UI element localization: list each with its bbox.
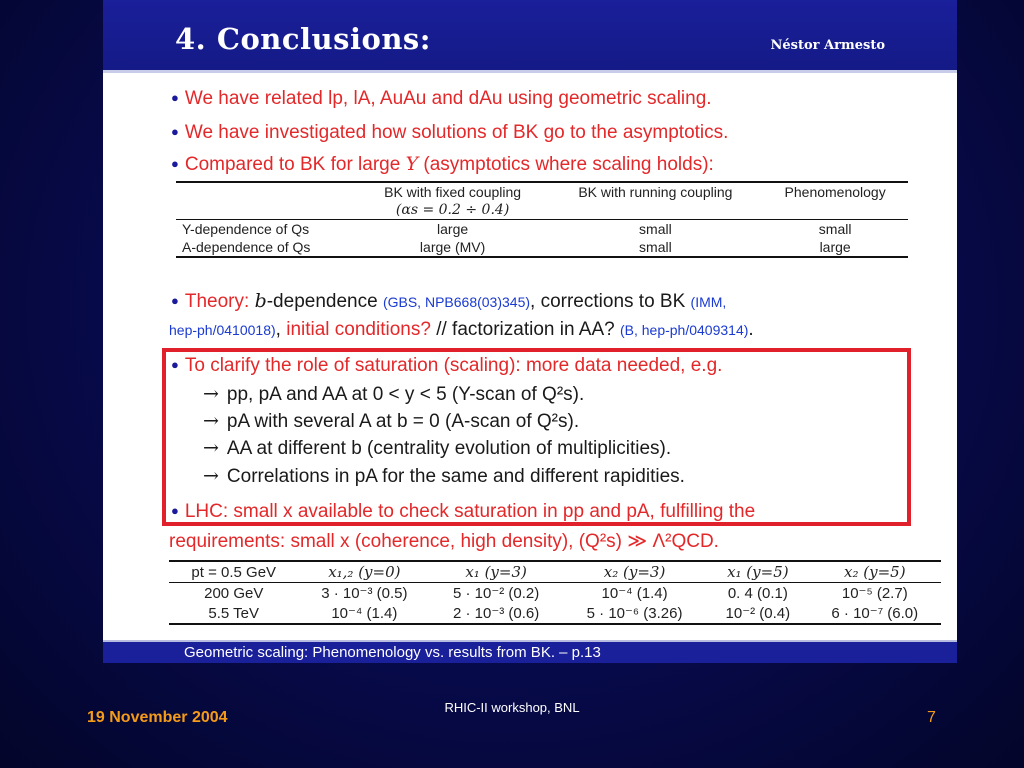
table-cell: 0. 4 (0.1) <box>727 584 788 602</box>
table-cell: small <box>639 221 672 237</box>
bullet-text: , <box>275 319 287 340</box>
math-variable: b <box>254 290 267 312</box>
table-header-cell: BK with running coupling <box>578 184 733 200</box>
slide-content <box>103 0 957 663</box>
bullet-text: We have related lp, lA, AuAu and dAu using geometric scaling. <box>184 88 712 109</box>
bullet-text: , corrections to BK <box>530 291 691 312</box>
table-cell: 5 · 10⁻² (0.2) <box>452 585 540 602</box>
bullet-dot-icon: ● <box>171 503 179 518</box>
reference-text: hep-ph/0410018) <box>169 322 276 338</box>
arrow-item-text: pA with several A at b = 0 (A-scan of Q²s). <box>226 411 580 432</box>
event-name: RHIC-II workshop, BNL <box>444 700 580 715</box>
highlight-box <box>162 348 911 526</box>
table-cell: large <box>437 221 469 237</box>
bullet-text: // factorization in AA? <box>436 319 620 340</box>
table-cell: 200 GeV <box>204 584 264 602</box>
table-header-cell: pt = 0.5 GeV <box>191 563 277 581</box>
table-cell: Y-dependence of Qs <box>182 221 310 237</box>
table-header-cell: Phenomenology <box>784 184 886 200</box>
bullet-dot-icon: ● <box>171 156 179 171</box>
bullet-compared <box>171 153 714 176</box>
bullet-text: LHC: small x available to check saturation in pp and pA, fulfilling the <box>184 501 756 522</box>
slide-footer-text: Geometric scaling: Phenomenology vs. results from BK. – p.13 <box>184 644 601 661</box>
bullet-lhc-continued <box>169 530 719 553</box>
table-header-cell: x₂ (y=3) <box>603 563 666 581</box>
table-header-cell: BK with fixed coupling <box>384 184 522 200</box>
table-row <box>169 583 941 604</box>
slide-header <box>103 0 957 73</box>
right-arrow-icon: → <box>203 437 219 459</box>
bullet-dot-icon: ● <box>171 124 179 139</box>
bullet-investigated <box>171 122 728 144</box>
right-arrow-icon: → <box>203 465 219 487</box>
table-cell: 10⁻² (0.4) <box>725 605 791 622</box>
slide-author: Néstor Armesto <box>770 38 885 53</box>
table-subheader-row <box>176 201 908 220</box>
table-cell: large <box>819 239 851 255</box>
bullet-dot-icon: ● <box>171 293 179 308</box>
bullet-text: initial conditions? <box>286 319 437 340</box>
table-cell: 10⁻⁴ (1.4) <box>331 605 398 622</box>
bullet-related <box>171 88 712 110</box>
slide-title: 4. Conclusions: <box>175 22 431 56</box>
table-cell <box>176 201 357 220</box>
reference-text: (GBS, NPB668(03)345) <box>382 294 531 310</box>
table-cell: small <box>639 239 672 255</box>
table-cell: 5.5 TeV <box>208 604 260 622</box>
bullet-text: . <box>748 319 754 340</box>
bullet-theory <box>171 290 726 313</box>
bullet-text: Theory: <box>184 291 255 312</box>
right-arrow-icon: → <box>203 410 219 432</box>
table-header-row <box>169 561 941 583</box>
reference-text: (B, hep-ph/0409314) <box>619 322 749 338</box>
table-cell <box>762 201 908 220</box>
table-cell: 2 · 10⁻³ (0.6) <box>452 605 540 622</box>
bullet-text: (asymptotics where scaling holds): <box>418 154 714 175</box>
page-number: 7 <box>927 709 936 726</box>
bullet-text: Compared to BK for large <box>184 154 406 175</box>
reference-text: (IMM, <box>690 294 727 310</box>
arrow-item-text: AA at different b (centrality evolution of multiplicities). <box>226 438 672 459</box>
comparison-table <box>176 181 908 258</box>
table-cell: A-dependence of Qs <box>182 239 311 255</box>
table-cell: small <box>818 221 852 237</box>
arrow-item-text: Correlations in pA for the same and different rapidities. <box>226 466 685 487</box>
bullet-theory-continued <box>169 319 754 341</box>
table-header-row <box>176 182 908 201</box>
bullet-text: requirements: small x (coherence, high density), (Q²s) ≫ Λ²QCD. <box>169 531 719 552</box>
table-subheader-cell: (αs = 0.2 ÷ 0.4) <box>395 202 510 218</box>
table-cell: 5 · 10⁻⁶ (3.26) <box>586 605 683 622</box>
math-variable: Y <box>405 153 419 175</box>
table-cell: large (MV) <box>419 239 486 255</box>
table-cell: 6 · 10⁻⁷ (6.0) <box>831 605 919 622</box>
table-row <box>176 238 908 257</box>
table-header-cell: x₁,₂ (y=0) <box>328 563 401 581</box>
bullet-text: -dependence <box>266 291 383 312</box>
table-cell: 3 · 10⁻³ (0.5) <box>321 585 408 602</box>
bullet-text: We have investigated how solutions of BK go to the asymptotics. <box>184 122 729 143</box>
kinematics-table <box>169 560 941 625</box>
presentation-date: 19 November 2004 <box>87 709 228 726</box>
table-cell: 10⁻⁴ (1.4) <box>601 585 668 602</box>
bullet-dot-icon: ● <box>171 357 179 372</box>
bullet-dot-icon: ● <box>171 90 179 105</box>
table-header-cell: x₁ (y=5) <box>727 563 789 581</box>
table-row <box>176 220 908 239</box>
arrow-item-text: pp, pA and AA at 0 < y < 5 (Y-scan of Q²s). <box>226 384 585 405</box>
table-header-cell: x₁ (y=3) <box>465 563 527 581</box>
table-cell: 10⁻⁵ (2.7) <box>841 585 908 602</box>
table-row <box>169 603 941 624</box>
slide-footer <box>103 640 957 663</box>
table-header-cell <box>176 182 357 201</box>
bullet-text: To clarify the role of saturation (scaling): more data needed, e.g. <box>184 355 723 376</box>
table-header-cell: x₂ (y=5) <box>844 563 906 581</box>
right-arrow-icon: → <box>203 383 219 405</box>
table-cell <box>548 201 762 220</box>
